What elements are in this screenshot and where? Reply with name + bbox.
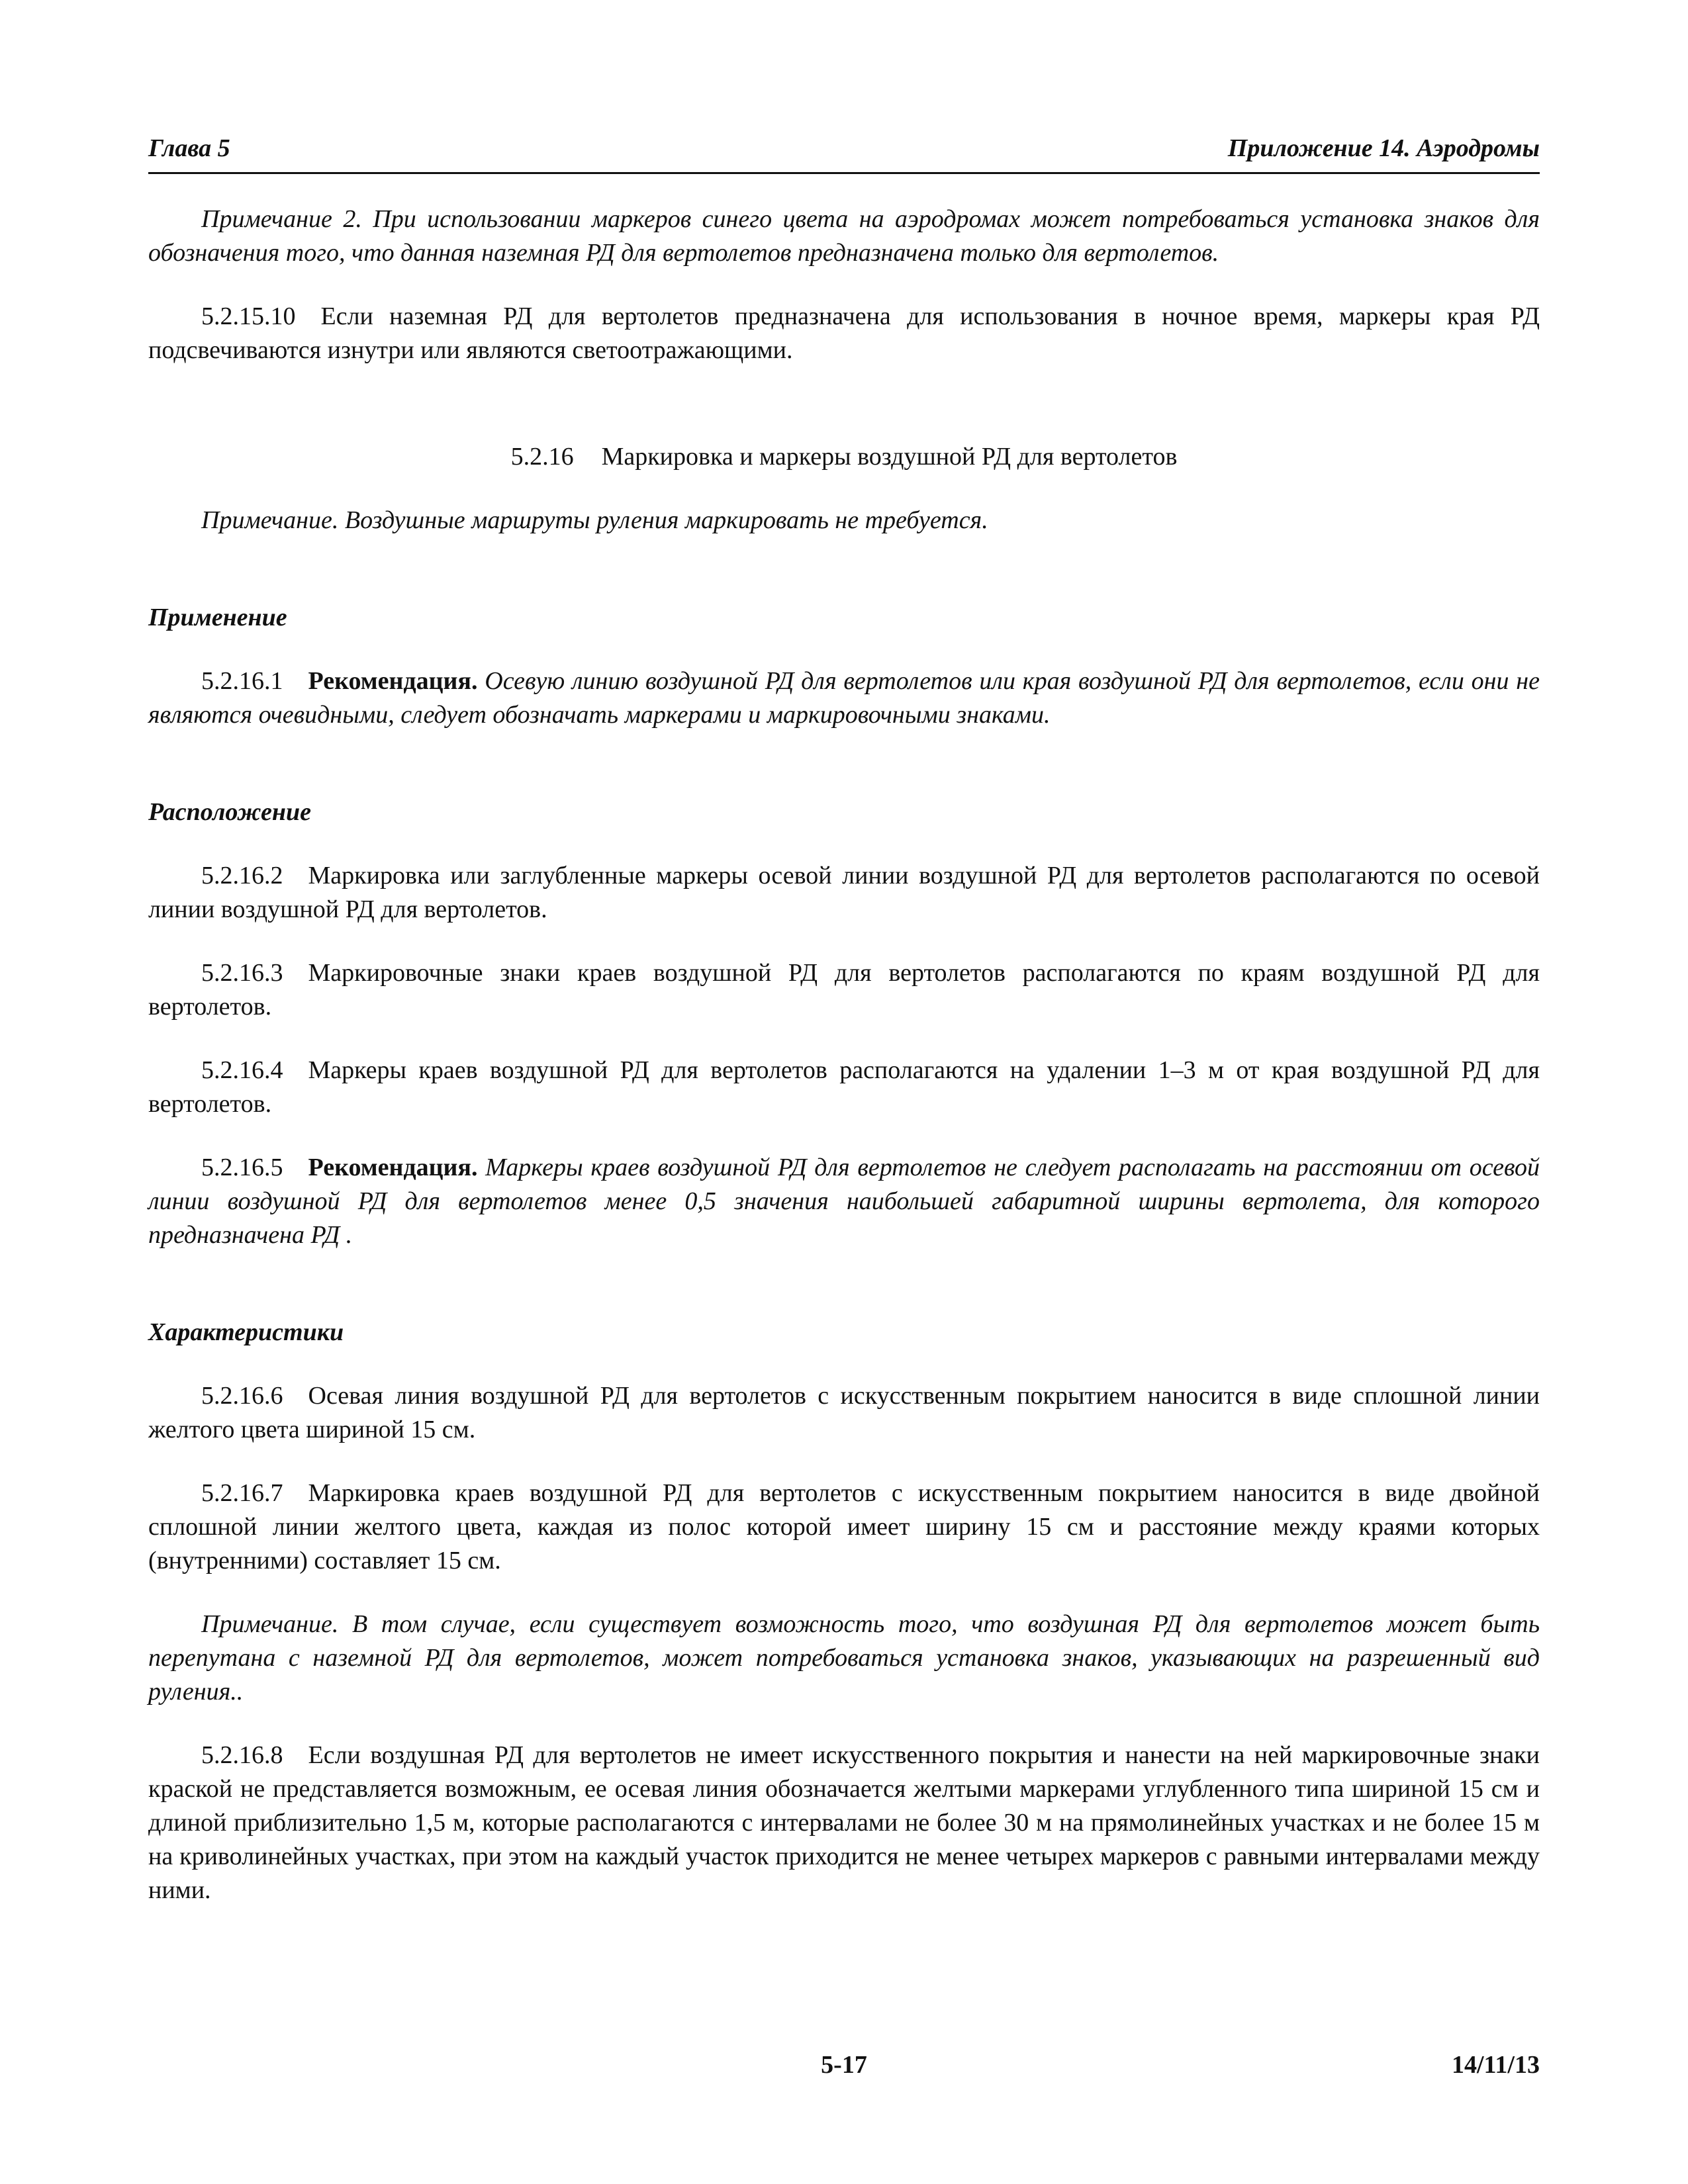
- paragraph-5-2-16-8: [148, 1739, 1540, 1907]
- section-note: Примечание. Воздушные маршруты руления маркировать не требуется.: [201, 506, 988, 534]
- document-page: [148, 0, 1540, 2184]
- recommendation-label: Рекомендация.: [308, 1154, 478, 1181]
- section-number: 5.2.16: [510, 443, 574, 471]
- recommendation-text: Осевую линию воздушной РД для вертолетов или края воздушной РД для вертолетов, если они не являются очевидными, следует обозначать маркерами и маркировочными знаками.: [148, 667, 1540, 729]
- paragraph-text: Маркировка или заглубленные маркеры осевой линии воздушной РД для вертолетов располагаются по осевой линии воздушной РД для вертолетов.: [148, 862, 1540, 923]
- paragraph-5-2-15-10: [148, 300, 1540, 367]
- paragraph-text: Если наземная РД для вертолетов предназначена для использования в ночное время, маркеры края РД подсвечиваются изнутри или являются светоотражающими.: [148, 302, 1540, 364]
- paragraph-5-2-16-2: [148, 859, 1540, 927]
- paragraph-number: 5.2.15.10: [201, 302, 296, 330]
- page-number: 5-17: [821, 2051, 867, 2079]
- recommendation-text: Маркеры краев воздушной РД для вертолетов не следует располагать на расстоянии от осевой линии воздушной РД для вертолетов менее 0,5 значения наибольшей габаритной ширины вертолета, для которого предназначена РД .: [148, 1154, 1540, 1249]
- annex-label: Приложение 14. Аэродромы: [1227, 134, 1540, 162]
- paragraph-text: Маркировка краев воздушной РД для вертолетов с искусственным покрытием наносится в виде двойной сплошной линии желтого цвета, каждая из полос которой имеет ширину 15 см и расстояние между краями которых (внутренними) составляет 15 см.: [148, 1479, 1540, 1574]
- paragraph-5-2-16-7: [148, 1477, 1540, 1578]
- note-2: Примечание 2. При использовании маркеров синего цвета на аэродромах может потребоваться установка знаков для обозначения того, что данная наземная РД для вертолетов предназначена только для вертолетов.: [148, 205, 1540, 267]
- paragraph-5-2-16-1: [148, 664, 1540, 732]
- paragraph-number: 5.2.16.4: [201, 1056, 283, 1084]
- section-title: [148, 440, 1540, 474]
- chapter-label: Глава 5: [148, 134, 230, 162]
- paragraph-5-2-16-3: [148, 956, 1540, 1024]
- paragraph-text: Осевая линия воздушной РД для вертолетов с искусственным покрытием наносится в виде сплошной линии желтого цвета шириной 15 см.: [148, 1382, 1540, 1443]
- paragraph-5-2-16-6: [148, 1379, 1540, 1447]
- document-body: [148, 203, 1540, 1937]
- paragraph-5-2-16-4: [148, 1054, 1540, 1121]
- subheading-application: Применение: [148, 604, 287, 631]
- subheading-location: Расположение: [148, 798, 312, 826]
- page-footer: [148, 2050, 1540, 2083]
- section-title-text: Маркировка и маркеры воздушной РД для вертолетов: [601, 443, 1178, 471]
- paragraph-text: Если воздушная РД для вертолетов не имеет искусственного покрытия и нанести на ней маркировочные знаки краской не представляется возможным, ее осевая линия обозначается желтыми маркерами углубленного типа шириной 15 см и длиной приблизительно 1,5 м, которые располагаются с интервалами не более 30 м на прямолинейных участках и не более 15 м на криволинейных участках, при этом на каждый участок приходится не менее четырех маркеров с равными интервалами между ними.: [148, 1741, 1540, 1904]
- subheading-characteristics: Характеристики: [148, 1318, 344, 1346]
- paragraph-number: 5.2.16.6: [201, 1382, 283, 1410]
- paragraph-number: 5.2.16.7: [201, 1479, 283, 1507]
- recommendation-label: Рекомендация.: [308, 667, 478, 695]
- paragraph-number: 5.2.16.1: [201, 667, 283, 695]
- paragraph-number: 5.2.16.2: [201, 862, 283, 889]
- paragraph-number: 5.2.16.8: [201, 1741, 283, 1769]
- paragraph-5-2-16-5: [148, 1151, 1540, 1252]
- paragraph-text: Маркеры краев воздушной РД для вертолетов располагаются на удалении 1–3 м от края воздушной РД для вертолетов.: [148, 1056, 1540, 1118]
- paragraph-number: 5.2.16.5: [201, 1154, 283, 1181]
- page-header: [148, 130, 1540, 174]
- paragraph-number: 5.2.16.3: [201, 959, 283, 987]
- paragraph-text: Маркировочные знаки краев воздушной РД для вертолетов располагаются по краям воздушной РД для вертолетов.: [148, 959, 1540, 1021]
- revision-date: 14/11/13: [1451, 2051, 1540, 2079]
- note-taxi-confusion: Примечание. В том случае, если существует возможность того, что воздушная РД для вертолетов может быть перепутана с наземной РД для вертолетов, может потребоваться установка знаков, указывающих на разрешенный вид руления..: [148, 1610, 1540, 1706]
